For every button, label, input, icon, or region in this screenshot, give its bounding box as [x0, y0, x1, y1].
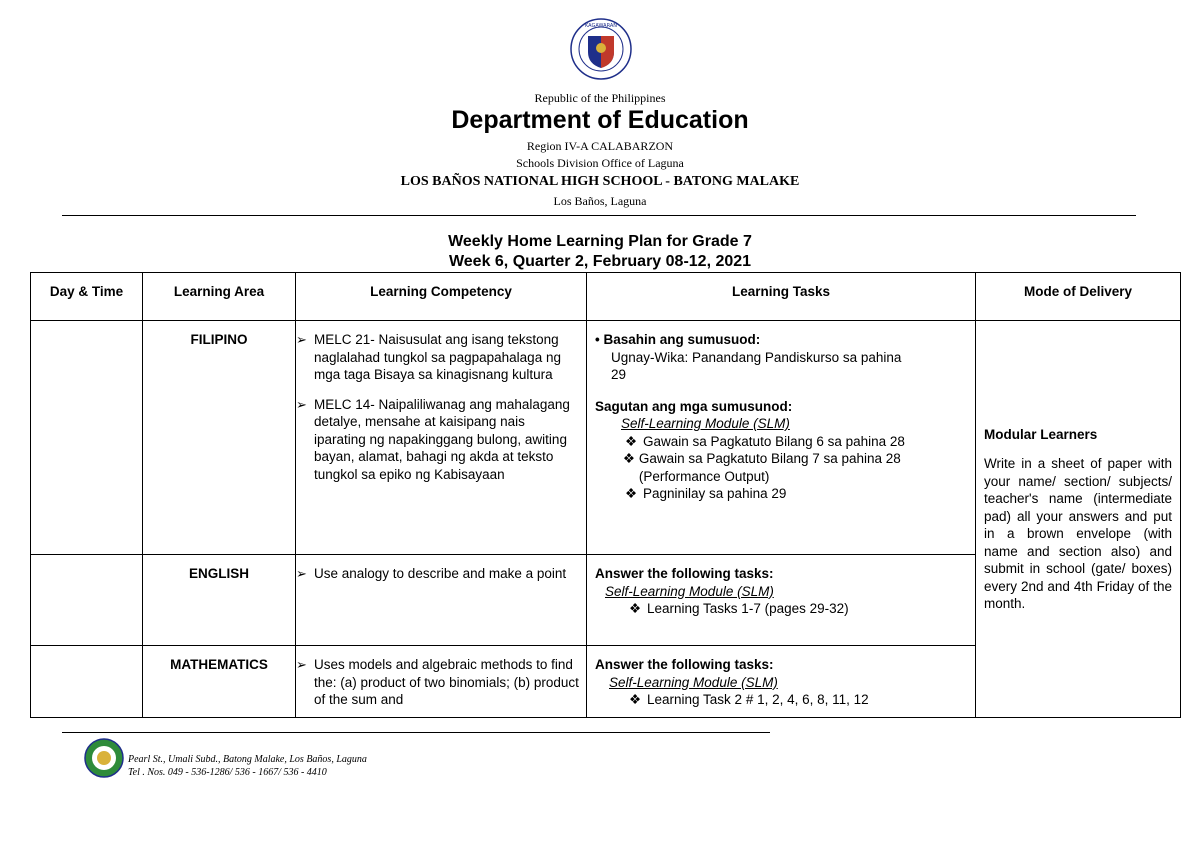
footer-divider — [62, 732, 770, 733]
school-town: Los Baños, Laguna — [553, 194, 647, 208]
diamond-bullet-icon: ❖ — [624, 433, 638, 449]
mode-of-delivery-cell: Modular Learners Write in a sheet of paper with your name/ section/ subjects/ teacher's name (intermediate pad) all your answers and put in a brown envelope (with name and section also) and submit in school (gate/ boxes) every 2nd and 4th Friday of the month. — [976, 321, 1181, 718]
tasks-filipino: • Basahin ang sumusuod: Ugnay-Wika: Panandang Pandiskurso sa pahina 29 Sagutan ang mga sumusunod: Self-Learning Module (SLM) ❖ Gawain sa Pagkatuto Bilang 6 sa pahina 28 ❖ Gawain sa Pagkatuto Bilang 7 sa pahina 28 (Performance Output) ❖ Pagninilay sa pahina 29 — [587, 321, 976, 555]
header-tasks: Learning Tasks — [587, 273, 976, 321]
arrow-bullet-icon: ➢ — [296, 396, 307, 412]
region-text: Region IV-A CALABARZON — [526, 139, 674, 153]
learning-plan-table — [30, 272, 1181, 718]
table-header-row — [31, 273, 1181, 321]
dot-bullet-icon: • — [595, 332, 604, 347]
department-title: Department of Education — [451, 106, 749, 134]
tasks-english: Answer the following tasks: Self-Learning Module (SLM) ❖ Learning Tasks 1-7 (pages 29-32) — [587, 555, 976, 646]
area-filipino: FILIPINO — [143, 321, 296, 555]
plan-week: Week 6, Quarter 2, February 08-12, 2021 — [448, 253, 752, 270]
svg-text:KAGAWARAN: KAGAWARAN — [584, 23, 618, 29]
competency-mathematics: ➢ Uses models and algebraic methods to find the: (a) product of two binomials; (b) product of the sum and — [296, 646, 587, 718]
school-name: LOS BAÑOS NATIONAL HIGH SCHOOL - BATONG MALAKE — [400, 174, 800, 189]
tasks-mathematics: Answer the following tasks: Self-Learning Module (SLM) ❖ Learning Task 2 # 1, 2, 4, 6, 8, 11, 12 — [587, 646, 976, 718]
header-mode: Mode of Delivery — [976, 273, 1181, 321]
competency-english: ➢ Use analogy to describe and make a point — [296, 555, 587, 646]
day-time-cell — [31, 646, 143, 718]
footer-phone: Tel . Nos. 049 - 536-1286/ 536 - 1667/ 536 - 4410 — [128, 767, 327, 778]
arrow-bullet-icon: ➢ — [296, 566, 307, 581]
header-learning-area: Learning Area — [143, 273, 296, 321]
competency-filipino: ➢ MELC 21- Naisusulat ang isang tekstong naglalahad tungkol sa pagpapahalaga ng mga taga Bisaya sa kinagisnang kultura ➢ MELC 14- Naipaliliwanag ang mahalagang detalye, mensahe at kaisipang nais iparating ng napakinggang bulong, awiting bayan, alamat, bahagi ng akda at teksto tungkol sa epiko ng Kabisayaan — [296, 321, 587, 555]
diamond-bullet-icon: ❖ — [628, 601, 642, 616]
header-divider — [62, 215, 1136, 216]
area-english: ENGLISH — [143, 555, 296, 646]
arrow-bullet-icon: ➢ — [296, 332, 307, 347]
arrow-bullet-icon: ➢ — [296, 657, 307, 672]
diamond-bullet-icon: ❖ — [624, 486, 638, 501]
republic-text: Republic of the Philippines — [534, 91, 666, 105]
diamond-bullet-icon: ❖ — [628, 692, 642, 707]
school-logo — [84, 738, 124, 778]
plan-title: Weekly Home Learning Plan for Grade 7 — [448, 233, 752, 250]
day-time-cell — [31, 321, 143, 555]
deped-seal-logo — [570, 18, 632, 80]
footer-address: Pearl St., Umali Subd., Batong Malake, Los Baños, Laguna — [128, 754, 367, 765]
table-row — [31, 321, 1181, 555]
day-time-cell — [31, 555, 143, 646]
header-day-time: Day & Time — [31, 273, 143, 321]
header-competency: Learning Competency — [296, 273, 587, 321]
division-text: Schools Division Office of Laguna — [516, 156, 684, 170]
diamond-bullet-icon: ❖ — [622, 451, 635, 466]
area-mathematics: MATHEMATICS — [143, 646, 296, 718]
